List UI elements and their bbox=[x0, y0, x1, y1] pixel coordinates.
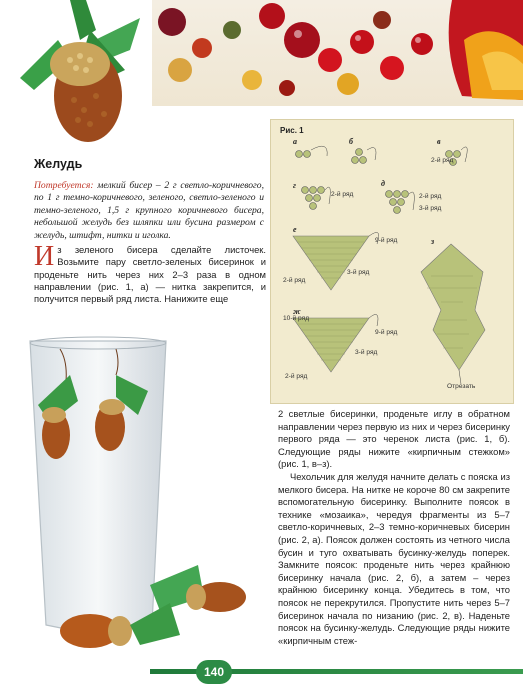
materials-text: мелкий бисер – 2 г светло-коричневого, по 1 г темно-коричневого, зеленого, светло-зеленого и темно-зеленого, 1,5 г крупного коричневого бисера, небольшой желудь без шляпки или бусина размером с желудь, штифт, нитки и иголка. bbox=[34, 180, 264, 241]
row2-label-g: 2-й ряд bbox=[331, 191, 354, 198]
step-b-label: б bbox=[349, 137, 353, 146]
continuation-paragraph-1: 2 светлые бисеринки, проденьте иглу в обратном направлении через первую из них и через бисеринку первого ряда — это черенок листа (рис. 1, б). Следующие ряды нижите «кирпичным стежком» (рис. 1, в–з). bbox=[278, 408, 510, 470]
figure-diagram bbox=[271, 120, 513, 403]
step-z-label: з bbox=[431, 237, 435, 246]
step-g-label: г bbox=[293, 181, 296, 190]
row10-label-zh: 10-й ряд bbox=[283, 315, 310, 322]
row9-label-e: 9-й ряд bbox=[375, 237, 398, 244]
step-zh-label: ж bbox=[293, 307, 301, 316]
step-a-label: а bbox=[293, 137, 297, 146]
row2-label-v: 2-й ряд bbox=[431, 157, 454, 164]
page-number: 140 bbox=[196, 660, 232, 684]
row2-label-d: 2-й ряд bbox=[419, 193, 442, 200]
row2-label-zh: 2-й ряд bbox=[285, 373, 308, 380]
step-e-label: е bbox=[293, 225, 297, 234]
continuation-paragraph-2: Чехольчик для желудя начните делать с пояска из мелкого бисера. На нитке не короче 80 см закрепите вспомогательную бисеринку. Выполните поясок в технике «мозаика», чередуя фрагменты из 5–7 светло-коричневых, 2–3 темно-коричневых бисерин (рис. 2, а). Поясок должен состоять из четного числа бусин и туго охватывать бусинку-желудь поперек. Замкните поясок: проденьте нить через крайнюю бисеринку начала (рис. 2, б), а затем – через крайнюю бисеринку конца. Убедитесь в том, что поясок не перекрутился. Пропустите нить через 5–7 бисеринок начала по низанию (рис. 2, в). Наденьте поясок на бусинку-желудь. Следующие ряды нижите «кирпичным стеж- bbox=[278, 470, 510, 646]
figure-1 bbox=[270, 119, 514, 404]
cut-label: Отрезать bbox=[447, 383, 476, 390]
step-d-label: д bbox=[381, 179, 385, 188]
row3-label-e: 3-й ряд bbox=[347, 269, 370, 276]
acorn-illustration bbox=[0, 0, 150, 148]
beads-photo bbox=[152, 0, 523, 106]
materials-lead: Потребуется: bbox=[34, 180, 94, 191]
acorn-photo bbox=[0, 0, 150, 148]
dropcap: И bbox=[34, 241, 55, 272]
intro-text: з зеленого бисера сделайте листочек. Возьмите пару светло-зеленых бисеринок и проденьте нить через них 2–3 раза в одном направлении (рис. 1, а) — нитка закрепится, и получится первый ряд листа. Нанижите еще bbox=[34, 244, 266, 305]
section-title: Желудь bbox=[34, 157, 83, 171]
step-v-label: в bbox=[437, 137, 441, 146]
continuation-text bbox=[278, 408, 510, 647]
materials-list bbox=[34, 180, 264, 242]
glass-illustration bbox=[20, 335, 270, 690]
row9-label-zh: 9-й ряд bbox=[375, 329, 398, 336]
glass-earrings-photo bbox=[20, 335, 270, 690]
intro-paragraph bbox=[34, 241, 266, 305]
row3-label-d: 3-й ряд bbox=[419, 205, 442, 212]
row2-label-e: 2-й ряд bbox=[283, 277, 306, 284]
row3-label-zh: 3-й ряд bbox=[355, 349, 378, 356]
figure-title: Рис. 1 bbox=[280, 126, 304, 135]
beads-illustration bbox=[152, 0, 523, 106]
